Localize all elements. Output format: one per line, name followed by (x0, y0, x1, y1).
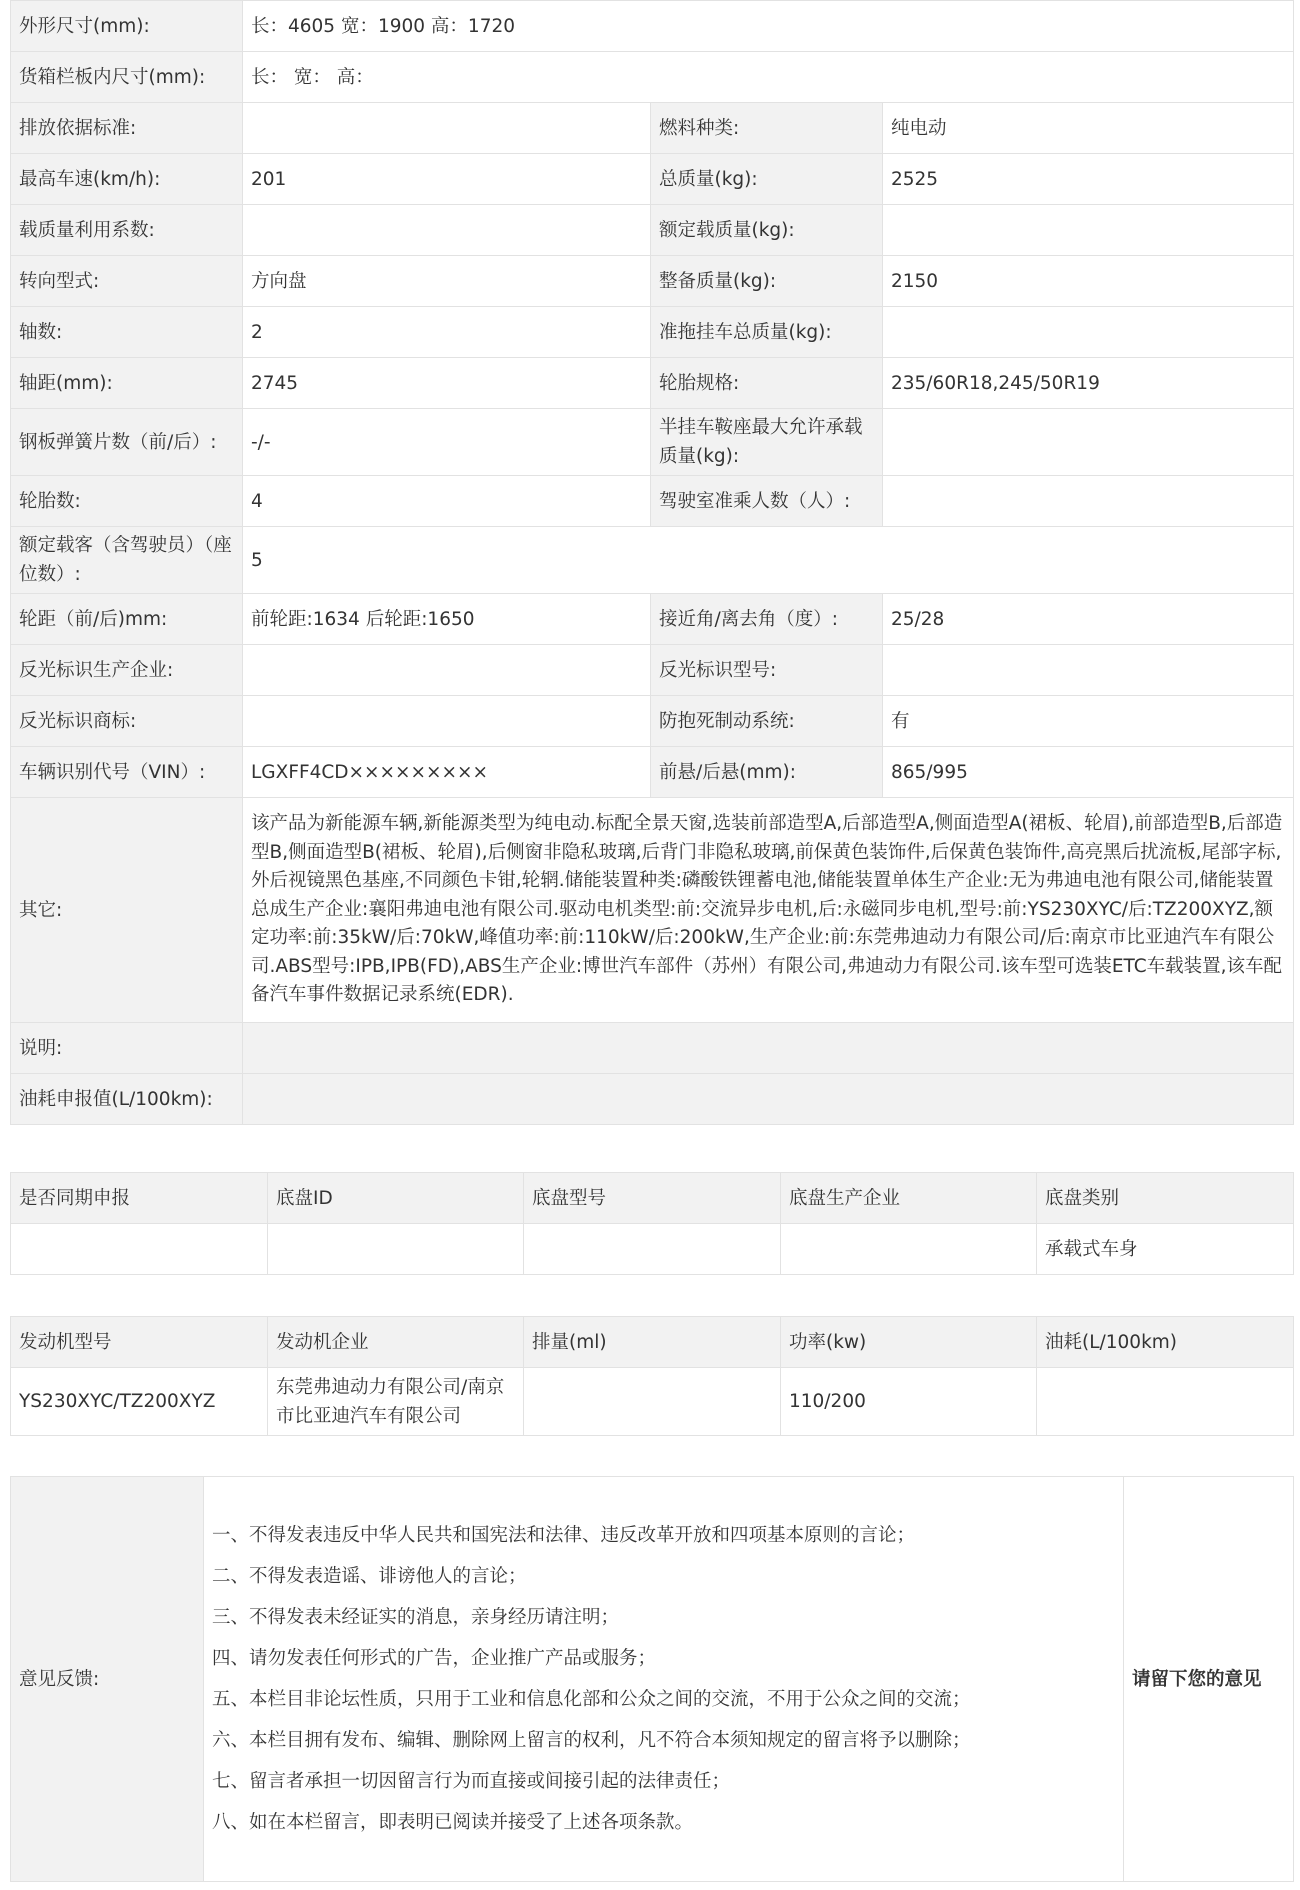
feedback-rules (204, 1477, 1124, 1882)
spec-row-note (11, 1023, 1294, 1074)
table-cell: 承载式车身 (1037, 1224, 1294, 1275)
spec-row-fuel (11, 1074, 1294, 1125)
vehicle-spec-table (10, 0, 1294, 1125)
spec-value: 纯电动 (883, 103, 1294, 154)
spec-value: 方向盘 (243, 256, 651, 307)
rule-item: 六、本栏目拥有发布、编辑、删除网上留言的权利，凡不符合本须知规定的留言将予以删除； (212, 1730, 971, 1751)
spec-label: 反光标识商标: (11, 696, 243, 747)
column-header: 功率(kw) (781, 1317, 1037, 1368)
spec-row (11, 747, 1294, 798)
spec-row (11, 594, 1294, 645)
spec-row-other (11, 798, 1294, 1023)
engine-table (10, 1316, 1294, 1436)
spec-label: 轴距(mm): (11, 358, 243, 409)
spec-value: 201 (243, 154, 651, 205)
spec-row (11, 476, 1294, 527)
spec-value: 有 (883, 696, 1294, 747)
spec-value (883, 307, 1294, 358)
spec-label: 额定载客（含驾驶员）（座位数）: (11, 527, 243, 594)
rule-item: 四、请勿发表任何形式的广告，企业推广产品或服务； (212, 1648, 657, 1669)
spec-value (243, 1074, 1294, 1125)
spec-value: 前轮距:1634 后轮距:1650 (243, 594, 651, 645)
spec-label: 整备质量(kg): (651, 256, 883, 307)
engine-header-row (11, 1317, 1294, 1368)
table-cell: YS230XYC/TZ200XYZ (11, 1368, 268, 1436)
spec-label: 轮距（前/后)mm: (11, 594, 243, 645)
column-header: 油耗(L/100km) (1037, 1317, 1294, 1368)
spec-value: 235/60R18,245/50R19 (883, 358, 1294, 409)
spec-value: 长： 宽： 高： (243, 52, 1294, 103)
table-row (11, 1224, 1294, 1275)
spec-label: 排放依据标准: (11, 103, 243, 154)
table-cell (524, 1224, 781, 1275)
spec-label: 其它: (11, 798, 243, 1023)
rule-item: 三、不得发表未经证实的消息，亲身经历请注明； (212, 1607, 620, 1628)
spec-label: 载质量利用系数: (11, 205, 243, 256)
spec-value: -/- (243, 409, 651, 476)
spec-value: 5 (243, 527, 1294, 594)
spec-label: 货箱栏板内尺寸(mm): (11, 52, 243, 103)
chassis-header-row (11, 1173, 1294, 1224)
spec-row (11, 256, 1294, 307)
spec-row (11, 154, 1294, 205)
table-cell (268, 1224, 524, 1275)
table-row (11, 1368, 1294, 1436)
spec-label: 燃料种类: (651, 103, 883, 154)
spec-row (11, 103, 1294, 154)
spec-label: 驾驶室准乘人数（人）: (651, 476, 883, 527)
spec-value: 4 (243, 476, 651, 527)
spec-value: 2745 (243, 358, 651, 409)
spec-value (883, 409, 1294, 476)
spec-label: 轴数: (11, 307, 243, 358)
spec-label: 转向型式: (11, 256, 243, 307)
column-header: 底盘生产企业 (781, 1173, 1037, 1224)
spec-row (11, 307, 1294, 358)
spec-value: 2150 (883, 256, 1294, 307)
spec-label: 前悬/后悬(mm): (651, 747, 883, 798)
spec-row (11, 645, 1294, 696)
column-header: 底盘ID (268, 1173, 524, 1224)
rule-item: 一、不得发表违反中华人民共和国宪法和法律、违反改革开放和四项基本原则的言论； (212, 1525, 916, 1546)
rule-item: 八、如在本栏留言，即表明已阅读并接受了上述各项条款。 (212, 1812, 694, 1833)
spec-value: 2 (243, 307, 651, 358)
spec-label: 最高车速(km/h): (11, 154, 243, 205)
spec-row (11, 205, 1294, 256)
spec-label: 外形尺寸(mm): (11, 1, 243, 52)
table-cell: 东莞弗迪动力有限公司/南京市比亚迪汽车有限公司 (268, 1368, 524, 1436)
spec-row-dimensions (11, 1, 1294, 52)
rule-item: 七、留言者承担一切因留言行为而直接或间接引起的法律责任； (212, 1771, 731, 1792)
rule-item: 五、本栏目非论坛性质，只用于工业和信息化部和公众之间的交流，不用于公众之间的交流； (212, 1689, 971, 1710)
other-description: 该产品为新能源车辆,新能源类型为纯电动.标配全景天窗,选装前部造型A,后部造型A,侧面造型A(裙板、轮眉),前部造型B,后部造型B,侧面造型B(裙板、轮眉),后侧窗非隐私玻璃,后背门非隐私玻璃,前保黄色装饰件,后保黄色装饰件,高亮黑后扰流板,尾部字标,外后视镜黑色基座,不同颜色卡钳,轮辋.储能装置种类:磷酸铁锂蓄电池,储能装置单体生产企业:无为弗迪电池有限公司,储能装置总成生产企业:襄阳弗迪电池有限公司.驱动电机类型:前:交流异步电机,后:永磁同步电机,型号:前:YS230XYC/后:TZ200XYZ,额定功率:前:35kW/后:70kW,峰值功率:前:110kW/后:200kW,生产企业:前:东莞弗迪动力有限公司/后:南京市比亚迪汽车有限公司.ABS型号:IPB,IPB(FD),ABS生产企业:博世汽车部件（苏州）有限公司,弗迪动力有限公司.该车型可选装ETC车载装置,该车配备汽车事件数据记录系统(EDR). (243, 798, 1294, 1023)
spec-row (11, 696, 1294, 747)
spec-value (883, 645, 1294, 696)
table-cell (781, 1224, 1037, 1275)
table-cell (11, 1224, 268, 1275)
spec-value: 2525 (883, 154, 1294, 205)
spec-label: 半挂车鞍座最大允许承载质量(kg): (651, 409, 883, 476)
spec-value: 25/28 (883, 594, 1294, 645)
spec-row (11, 409, 1294, 476)
feedback-label: 意见反馈: (11, 1477, 204, 1882)
spec-label: 准拖挂车总质量(kg): (651, 307, 883, 358)
spec-label: 额定载质量(kg): (651, 205, 883, 256)
spec-value (883, 205, 1294, 256)
spec-label: 车辆识别代号（VIN）: (11, 747, 243, 798)
spec-value (243, 1023, 1294, 1074)
spec-label: 反光标识型号: (651, 645, 883, 696)
spec-row-cargo-box (11, 52, 1294, 103)
column-header: 底盘型号 (524, 1173, 781, 1224)
spec-label: 说明: (11, 1023, 243, 1074)
feedback-table (10, 1476, 1294, 1882)
spec-label: 防抱死制动系统: (651, 696, 883, 747)
column-header: 发动机型号 (11, 1317, 268, 1368)
table-cell (1037, 1368, 1294, 1436)
spec-value (883, 476, 1294, 527)
spec-value (243, 205, 651, 256)
column-header: 底盘类别 (1037, 1173, 1294, 1224)
spec-value (243, 645, 651, 696)
spec-label: 轮胎数: (11, 476, 243, 527)
spec-label: 反光标识生产企业: (11, 645, 243, 696)
spec-value (243, 696, 651, 747)
spec-row-passengers (11, 527, 1294, 594)
spec-label: 总质量(kg): (651, 154, 883, 205)
chassis-table (10, 1172, 1294, 1275)
spec-value: 865/995 (883, 747, 1294, 798)
column-header: 发动机企业 (268, 1317, 524, 1368)
column-header: 排量(ml) (524, 1317, 781, 1368)
spec-value: LGXFF4CD××××××××× (243, 747, 651, 798)
leave-comment-link[interactable]: 请留下您的意见 (1124, 1477, 1294, 1882)
spec-label: 油耗申报值(L/100km): (11, 1074, 243, 1125)
spec-label: 接近角/离去角（度）: (651, 594, 883, 645)
spec-label: 钢板弹簧片数（前/后）: (11, 409, 243, 476)
spec-value: 长：4605 宽：1900 高：1720 (243, 1, 1294, 52)
table-cell: 110/200 (781, 1368, 1037, 1436)
spec-label: 轮胎规格: (651, 358, 883, 409)
rule-item: 二、不得发表造谣、诽谤他人的言论； (212, 1566, 527, 1587)
table-cell (524, 1368, 781, 1436)
spec-row (11, 358, 1294, 409)
spec-value (243, 103, 651, 154)
column-header: 是否同期申报 (11, 1173, 268, 1224)
